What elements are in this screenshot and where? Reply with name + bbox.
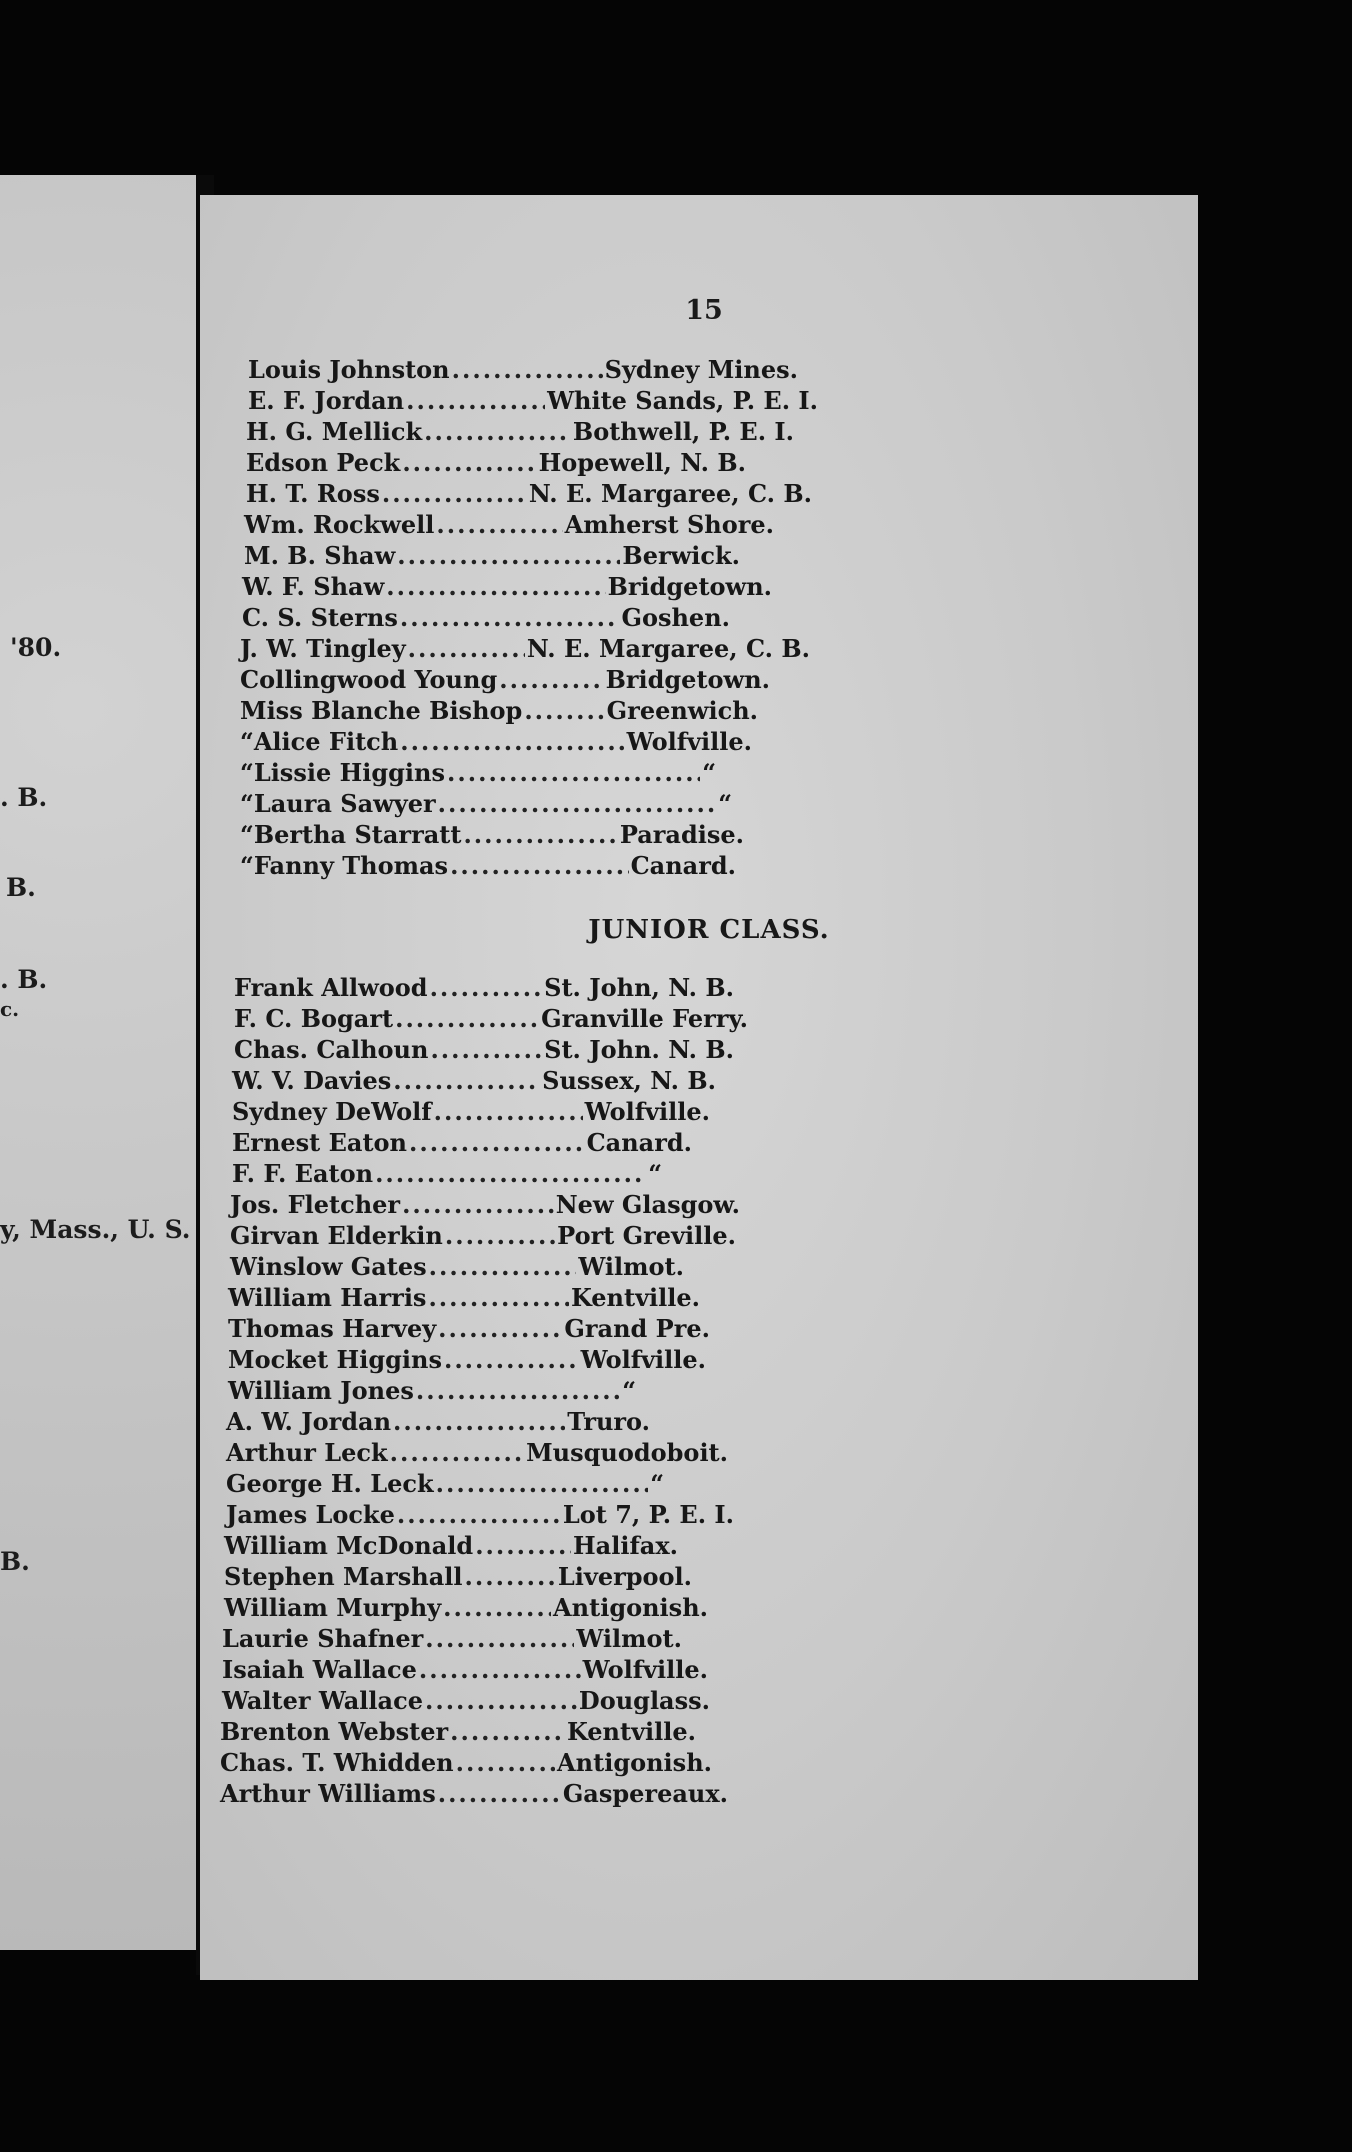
student-place: Gaspereaux. xyxy=(562,1779,728,1808)
leader-dots xyxy=(450,1717,565,1746)
leader-dots xyxy=(408,634,525,663)
list-item xyxy=(228,1314,710,1344)
leader-dots xyxy=(430,1035,542,1064)
student-place: “ xyxy=(702,758,716,787)
student-place: Douglass. xyxy=(578,1686,710,1715)
list-item xyxy=(226,1500,734,1530)
leader-dots xyxy=(428,1283,568,1312)
list-item xyxy=(244,541,740,571)
leader-dots xyxy=(382,479,527,508)
student-place: Halifax. xyxy=(573,1531,678,1560)
ditto-mark: “ xyxy=(240,789,254,818)
list-item xyxy=(240,851,736,881)
list-item xyxy=(222,1655,708,1685)
student-place: Granville Ferry. xyxy=(541,1004,748,1033)
list-item xyxy=(232,1128,692,1158)
list-item xyxy=(224,1593,708,1623)
student-name: F. C. Bogart xyxy=(234,1004,394,1033)
list-item xyxy=(222,1624,682,1654)
student-place: Bridgetown. xyxy=(607,572,772,601)
student-place: White Sands, P. E. I. xyxy=(547,386,818,415)
student-name: William Harris xyxy=(228,1283,427,1312)
list-item xyxy=(248,355,798,385)
student-name: Jos. Fletcher xyxy=(230,1190,401,1219)
leader-dots xyxy=(438,1314,562,1343)
student-name: Ernest Eaton xyxy=(232,1128,407,1157)
ditto-mark: “ xyxy=(240,727,254,756)
list-item xyxy=(240,665,770,695)
student-name: Laura Sawyer xyxy=(253,789,436,818)
student-name: Alice Fitch xyxy=(253,727,399,756)
ditto-mark: “ xyxy=(240,820,254,849)
leader-dots xyxy=(400,727,624,756)
leader-dots xyxy=(397,1500,561,1529)
student-place: Wolfville. xyxy=(584,1097,710,1126)
leader-dots xyxy=(390,1438,524,1467)
student-place: Musquodoboit. xyxy=(526,1438,728,1467)
student-name: W. F. Shaw xyxy=(242,572,385,601)
list-item xyxy=(220,1779,728,1809)
leader-dots xyxy=(524,696,604,725)
student-name: Brenton Webster xyxy=(220,1717,449,1746)
student-place: Wolfville. xyxy=(580,1345,706,1374)
leader-dots xyxy=(430,973,543,1002)
student-name: Lissie Higgins xyxy=(253,758,446,787)
student-name: George H. Leck xyxy=(226,1469,434,1498)
list-item xyxy=(246,448,746,478)
leader-dots xyxy=(444,1345,579,1374)
leader-dots xyxy=(436,1469,649,1498)
student-name: Arthur Williams xyxy=(220,1779,436,1808)
student-name: W. V. Davies xyxy=(232,1066,392,1095)
page-number: 15 xyxy=(685,295,723,326)
student-name: H. T. Ross xyxy=(246,479,380,508)
list-item xyxy=(240,789,732,819)
list-item xyxy=(240,696,758,726)
student-place: St. John. N. B. xyxy=(544,1035,734,1064)
leader-dots xyxy=(499,665,603,694)
leader-dots xyxy=(436,510,562,539)
student-place: Liverpool. xyxy=(557,1562,692,1591)
student-place: N. E. Margaree, C. B. xyxy=(526,634,810,663)
list-item xyxy=(240,820,744,850)
leader-dots xyxy=(393,1066,540,1095)
leader-dots xyxy=(429,1252,577,1281)
leader-dots xyxy=(434,1097,583,1126)
student-place: Goshen. xyxy=(621,603,730,632)
student-place: Wolfville. xyxy=(582,1655,708,1684)
leader-dots xyxy=(393,1407,565,1436)
student-name: Sydney DeWolf xyxy=(232,1097,432,1126)
student-place: Antigonish. xyxy=(557,1748,712,1777)
list-item xyxy=(228,1283,700,1313)
student-name: Collingwood Young xyxy=(240,665,498,694)
student-place: Amherst Shore. xyxy=(564,510,774,539)
leader-dots xyxy=(402,1190,554,1219)
list-item xyxy=(232,1066,716,1096)
list-item xyxy=(244,510,774,540)
student-place: Wolfville. xyxy=(626,727,752,756)
student-name: A. W. Jordan xyxy=(226,1407,392,1436)
student-place: Greenwich. xyxy=(606,696,758,725)
student-place: Kentville. xyxy=(566,1717,696,1746)
list-item xyxy=(220,1748,712,1778)
student-place: Truro. xyxy=(567,1407,650,1436)
student-place: Kentville. xyxy=(570,1283,700,1312)
student-place: Canard. xyxy=(630,851,736,880)
leader-dots xyxy=(438,789,717,818)
left-fragment: . B. xyxy=(0,783,48,812)
student-name: Edson Peck xyxy=(246,448,401,477)
left-fragment: B. xyxy=(6,873,36,902)
leader-dots xyxy=(463,820,617,849)
student-name: Mocket Higgins xyxy=(228,1345,442,1374)
student-place: “ xyxy=(650,1469,664,1498)
leader-dots xyxy=(425,1624,574,1653)
student-place: Antigonish. xyxy=(553,1593,708,1622)
leader-dots xyxy=(450,851,629,880)
student-place: “ xyxy=(718,789,732,818)
leader-dots xyxy=(475,1531,571,1560)
list-item xyxy=(232,1097,710,1127)
student-name: F. F. Eaton xyxy=(232,1159,374,1188)
student-name: Thomas Harvey xyxy=(228,1314,437,1343)
student-place: Port Greville. xyxy=(557,1221,736,1250)
leader-dots xyxy=(447,758,700,787)
student-place: Hopewell, N. B. xyxy=(538,448,746,477)
student-place: “ xyxy=(622,1376,636,1405)
leader-dots xyxy=(456,1748,555,1777)
student-place: Paradise. xyxy=(619,820,744,849)
right-page xyxy=(200,195,1198,1980)
student-place: Sydney Mines. xyxy=(604,355,798,384)
left-fragment: y, Mass., U. S. xyxy=(0,1215,191,1244)
list-item xyxy=(230,1221,736,1251)
student-name: Miss Blanche Bishop xyxy=(240,696,523,725)
list-item xyxy=(240,727,752,757)
leader-dots xyxy=(409,1128,585,1157)
student-name: Laurie Shafner xyxy=(222,1624,424,1653)
student-name: H. G. Mellick xyxy=(246,417,423,446)
student-name: Girvan Elderkin xyxy=(230,1221,443,1250)
student-place: Lot 7, P. E. I. xyxy=(562,1500,734,1529)
student-place: N. E. Margaree, C. B. xyxy=(528,479,812,508)
list-item xyxy=(230,1252,684,1282)
ditto-mark: “ xyxy=(240,758,254,787)
student-name: Fanny Thomas xyxy=(253,851,449,880)
leader-dots xyxy=(406,386,545,415)
list-item xyxy=(220,1717,696,1747)
student-name: James Locke xyxy=(226,1500,395,1529)
student-place: “ xyxy=(648,1159,662,1188)
student-name: William Murphy xyxy=(224,1593,442,1622)
leader-dots xyxy=(395,1004,539,1033)
student-name: Stephen Marshall xyxy=(224,1562,463,1591)
ditto-mark: “ xyxy=(240,851,254,880)
section-heading-junior-class: JUNIOR CLASS. xyxy=(588,915,830,945)
student-name: J. W. Tingley xyxy=(240,634,406,663)
leader-dots xyxy=(424,417,571,446)
list-item xyxy=(228,1376,636,1406)
student-place: Wilmot. xyxy=(576,1624,682,1653)
list-item xyxy=(224,1531,678,1561)
leader-dots xyxy=(400,603,620,632)
leader-dots xyxy=(438,1779,561,1808)
list-item xyxy=(232,1159,662,1189)
list-item xyxy=(242,572,772,602)
student-place: Bridgetown. xyxy=(605,665,770,694)
list-item xyxy=(222,1686,710,1716)
student-place: Canard. xyxy=(586,1128,692,1157)
list-item xyxy=(226,1469,664,1499)
student-place: Berwick. xyxy=(622,541,740,570)
list-item xyxy=(248,386,818,416)
student-name: Bertha Starratt xyxy=(253,820,462,849)
list-item xyxy=(240,634,810,664)
left-fragment: B. xyxy=(0,1547,30,1576)
student-name: Isaiah Wallace xyxy=(222,1655,417,1684)
leader-dots xyxy=(445,1221,555,1250)
left-page-edge xyxy=(0,175,196,1950)
student-name: C. S. Sterns xyxy=(242,603,398,632)
student-name: M. B. Shaw xyxy=(244,541,396,570)
student-name: Frank Allwood xyxy=(234,973,428,1002)
student-name: Arthur Leck xyxy=(226,1438,388,1467)
student-name: William Jones xyxy=(228,1376,414,1405)
student-place: St. John, N. B. xyxy=(544,973,734,1002)
list-item xyxy=(234,1004,748,1034)
list-item xyxy=(224,1562,692,1592)
leader-dots xyxy=(425,1686,577,1715)
list-item xyxy=(246,417,794,447)
student-place: Wilmot. xyxy=(578,1252,684,1281)
list-item xyxy=(242,603,730,633)
leader-dots xyxy=(386,572,605,601)
leader-dots xyxy=(465,1562,556,1591)
list-item xyxy=(234,973,734,1003)
leader-dots xyxy=(416,1376,620,1405)
leader-dots xyxy=(397,541,620,570)
list-item xyxy=(228,1345,706,1375)
leader-dots xyxy=(452,355,603,384)
list-item xyxy=(226,1407,650,1437)
list-item xyxy=(246,479,812,509)
student-place: New Glasgow. xyxy=(555,1190,740,1219)
left-fragment: '80. xyxy=(10,633,62,662)
student-place: Grand Pre. xyxy=(564,1314,710,1343)
student-place: Sussex, N. B. xyxy=(542,1066,716,1095)
student-name: Winslow Gates xyxy=(230,1252,427,1281)
student-name: Walter Wallace xyxy=(222,1686,423,1715)
list-item xyxy=(234,1035,734,1065)
student-name: William McDonald xyxy=(224,1531,474,1560)
list-item xyxy=(226,1438,728,1468)
leader-dots xyxy=(402,448,536,477)
list-item xyxy=(230,1190,740,1220)
list-item xyxy=(240,758,716,788)
student-name: E. F. Jordan xyxy=(248,386,405,415)
student-name: Chas. Calhoun xyxy=(234,1035,429,1064)
left-fragment: c. xyxy=(0,997,20,1021)
student-name: Louis Johnston xyxy=(248,355,450,384)
student-name: Wm. Rockwell xyxy=(244,510,435,539)
leader-dots xyxy=(419,1655,581,1684)
leader-dots xyxy=(375,1159,646,1188)
left-fragment: . B. xyxy=(0,965,48,994)
leader-dots xyxy=(443,1593,551,1622)
student-place: Bothwell, P. E. I. xyxy=(572,417,794,446)
student-name: Chas. T. Whidden xyxy=(220,1748,454,1777)
